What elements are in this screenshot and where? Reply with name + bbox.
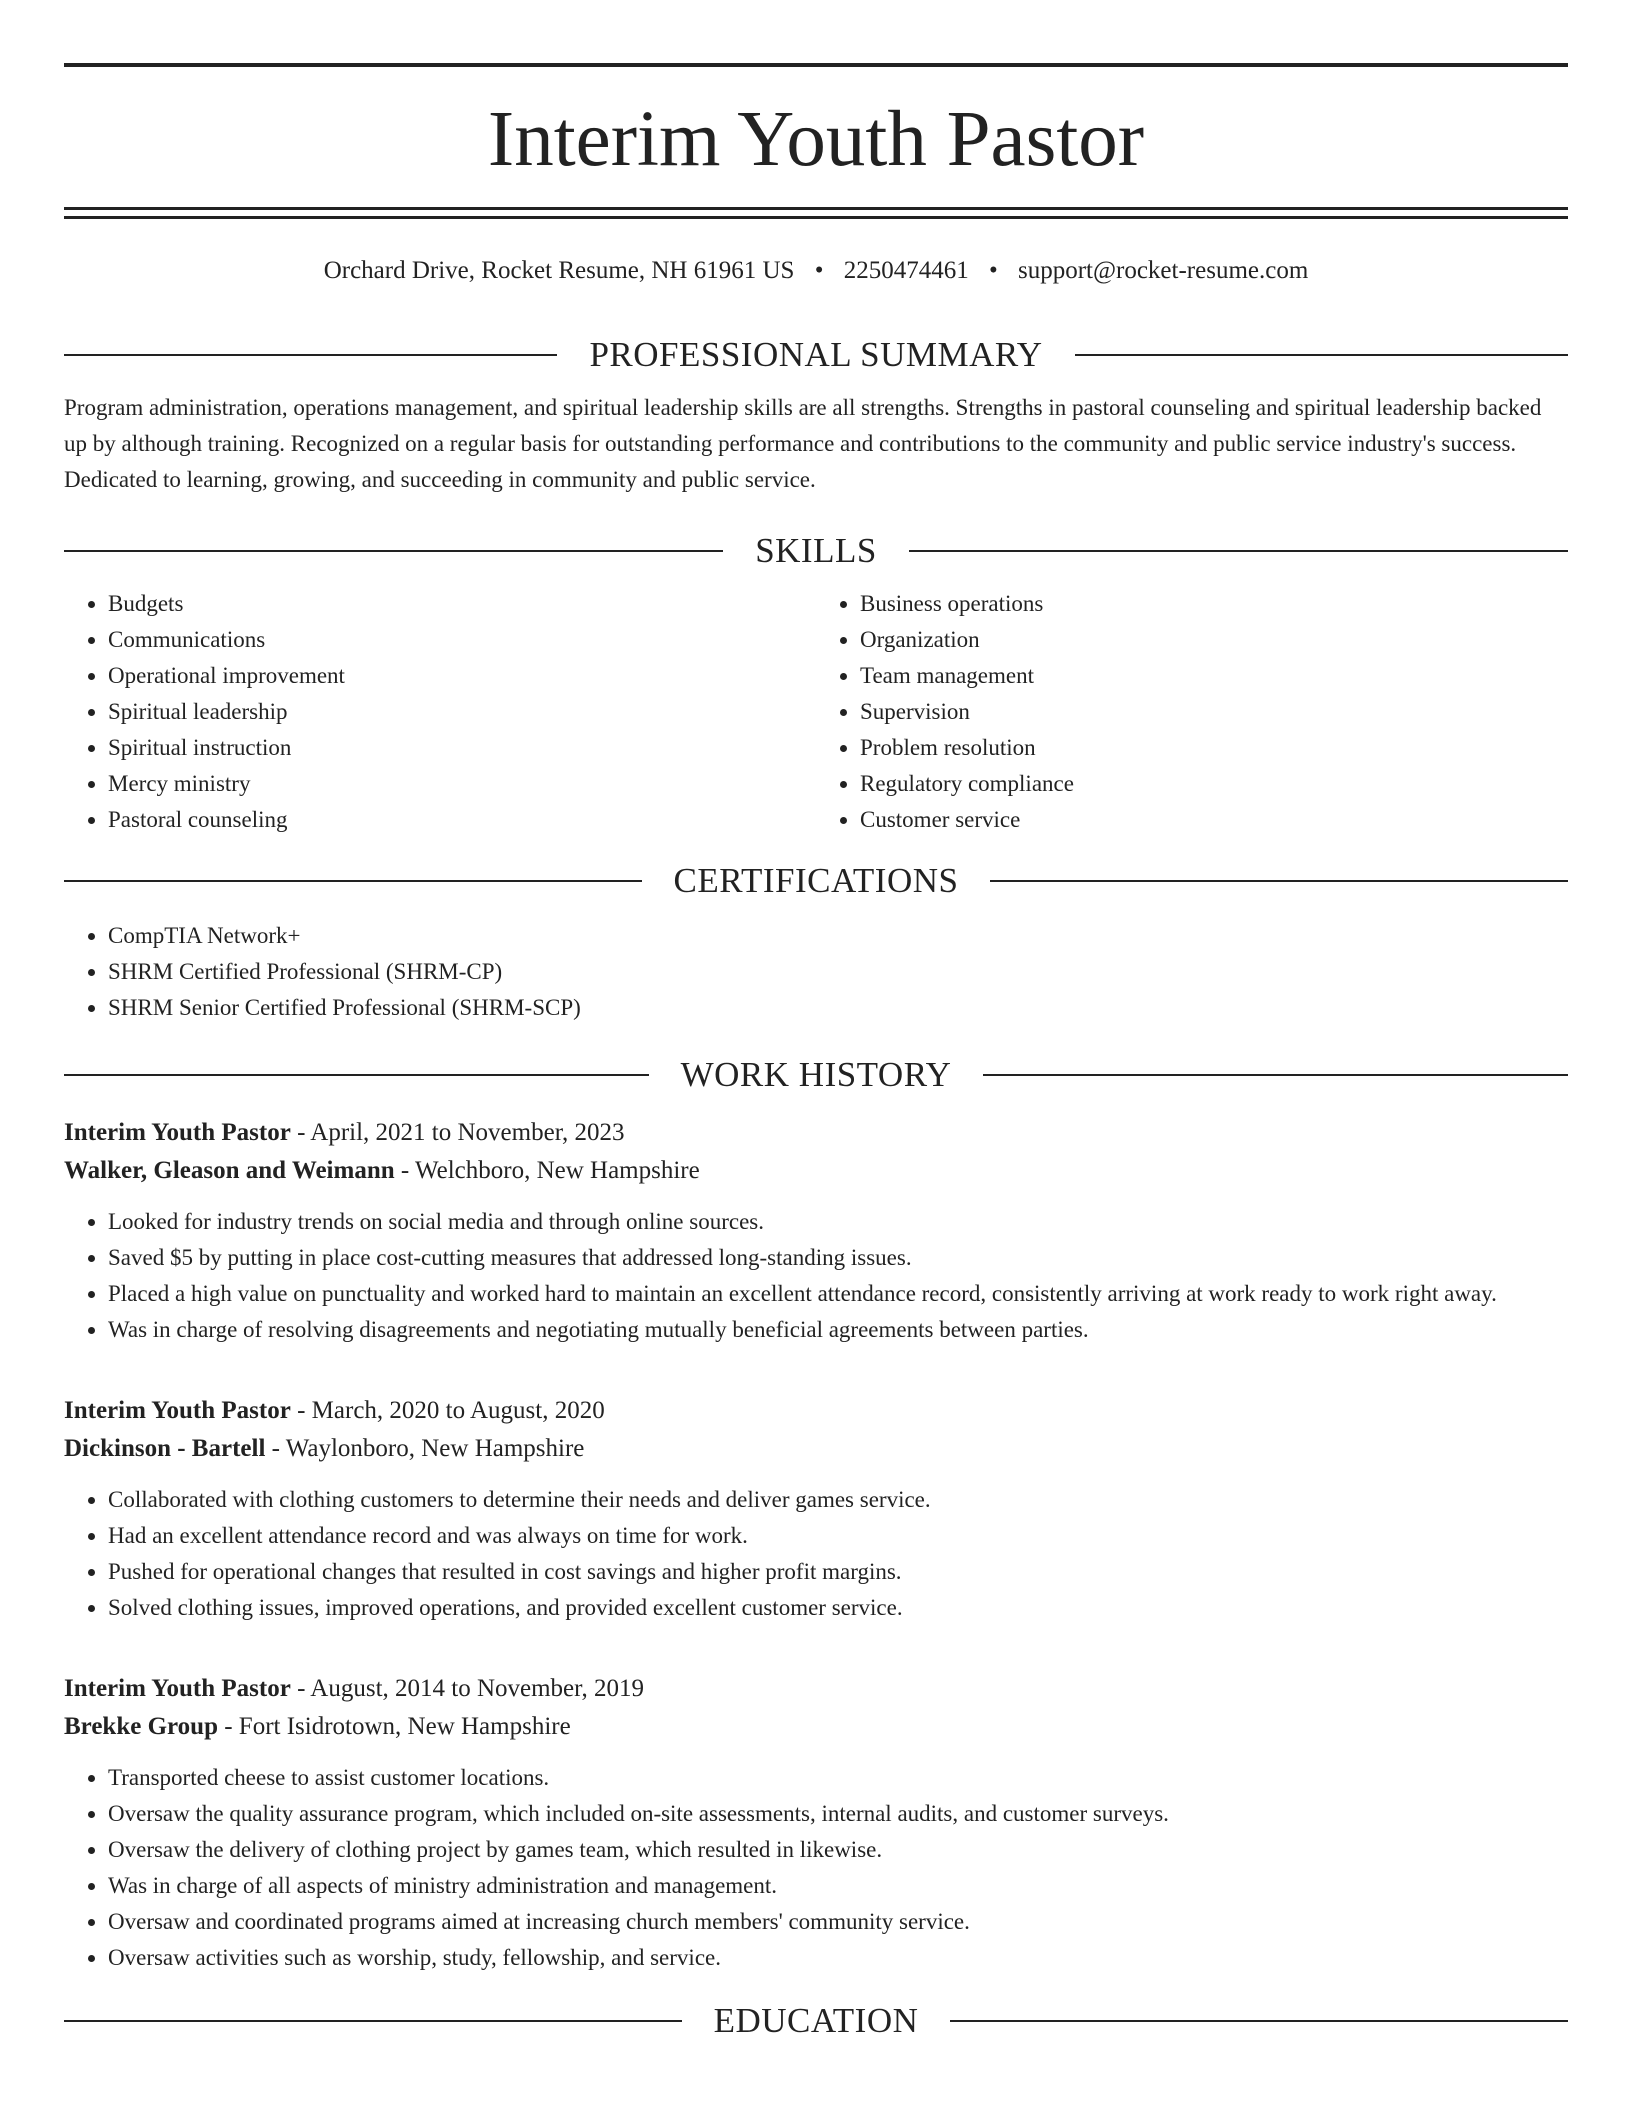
job-company-line xyxy=(64,1152,1568,1190)
job-bullet: • Looked for industry trends on social media and through online sources. xyxy=(108,1204,1568,1240)
skill-item: • Supervision xyxy=(860,694,1568,730)
double-rule-lower xyxy=(64,216,1568,219)
skills-heading xyxy=(64,526,1568,576)
job-bullet: • Collaborated with clothing customers to determine their needs and deliver games service. xyxy=(108,1482,1568,1518)
top-rule xyxy=(64,63,1568,67)
job-company-line xyxy=(64,1430,1568,1468)
job-bullets xyxy=(64,1482,1568,1626)
job-title: Interim Youth Pastor xyxy=(64,1397,291,1424)
job-title-line xyxy=(64,1670,1568,1708)
education-heading xyxy=(64,1996,1568,2046)
skill-item: • Spiritual leadership xyxy=(108,694,816,730)
heading-rule-left xyxy=(64,880,642,882)
skill-item: • Communications xyxy=(108,622,816,658)
job-dates: - March, 2020 to August, 2020 xyxy=(290,1397,605,1424)
job-company: Brekke Group xyxy=(64,1713,218,1740)
job-bullet: • Was in charge of resolving disagreements and negotiating mutually beneficial agreements between parties. xyxy=(108,1312,1568,1348)
work-history-heading-text: WORK HISTORY xyxy=(680,1055,952,1094)
contact-email: support@rocket-resume.com xyxy=(1017,257,1309,284)
skills-list-right xyxy=(816,586,1568,838)
skill-item: • Spiritual instruction xyxy=(108,730,816,766)
job-location: - Fort Isidrotown, New Hampshire xyxy=(217,1713,571,1740)
skill-item: • Pastoral counseling xyxy=(108,802,816,838)
job-location: - Welchboro, New Hampshire xyxy=(394,1157,700,1184)
heading-rule-right xyxy=(983,1074,1568,1076)
contact-separator: • xyxy=(988,257,998,284)
skills-heading-text: SKILLS xyxy=(755,531,877,570)
job-title: Interim Youth Pastor xyxy=(64,1675,291,1702)
certifications-heading-text: CERTIFICATIONS xyxy=(673,861,959,900)
skills-columns xyxy=(64,586,1568,838)
heading-rule-left xyxy=(64,550,723,552)
job-entry xyxy=(64,1392,1568,1626)
summary-heading xyxy=(64,330,1568,380)
job-bullets xyxy=(64,1760,1568,1976)
certification-item: • SHRM Certified Professional (SHRM-CP) xyxy=(108,954,1568,990)
job-dates: - April, 2021 to November, 2023 xyxy=(290,1119,625,1146)
certification-item: • SHRM Senior Certified Professional (SHRM-SCP) xyxy=(108,990,1568,1026)
job-title-line xyxy=(64,1114,1568,1152)
heading-rule-left xyxy=(64,354,557,356)
job-spacer xyxy=(64,1348,1568,1378)
contact-address: Orchard Drive, Rocket Resume, NH 61961 US xyxy=(323,257,795,284)
job-bullet: • Was in charge of all aspects of ministry administration and management. xyxy=(108,1868,1568,1904)
job-bullets xyxy=(64,1204,1568,1348)
job-company: Walker, Gleason and Weimann xyxy=(64,1157,395,1184)
summary-heading-text: PROFESSIONAL SUMMARY xyxy=(589,335,1043,374)
job-spacer xyxy=(64,1626,1568,1656)
contact-phone: 2250474461 xyxy=(843,257,969,284)
job-bullet: • Saved $5 by putting in place cost-cutting measures that addressed long-standing issues. xyxy=(108,1240,1568,1276)
job-entry xyxy=(64,1114,1568,1348)
job-bullet: • Oversaw the quality assurance program, which included on-site assessments, internal audits, and customer surveys. xyxy=(108,1796,1568,1832)
skill-item: • Mercy ministry xyxy=(108,766,816,802)
job-entry xyxy=(64,1670,1568,1976)
skill-item: • Problem resolution xyxy=(860,730,1568,766)
contact-separator: • xyxy=(814,257,824,284)
job-bullet: • Oversaw activities such as worship, study, fellowship, and service. xyxy=(108,1940,1568,1976)
job-company: Dickinson - Bartell xyxy=(64,1435,266,1462)
job-dates: - August, 2014 to November, 2019 xyxy=(290,1675,644,1702)
heading-rule-left xyxy=(64,2020,682,2022)
job-bullet: • Oversaw the delivery of clothing project by games team, which resulted in likewise. xyxy=(108,1832,1568,1868)
skill-item: • Operational improvement xyxy=(108,658,816,694)
skill-item: • Business operations xyxy=(860,586,1568,622)
heading-rule-right xyxy=(1075,354,1568,356)
heading-rule-right xyxy=(950,2020,1568,2022)
job-bullet: • Had an excellent attendance record and was always on time for work. xyxy=(108,1518,1568,1554)
certification-item: • CompTIA Network+ xyxy=(108,918,1568,954)
skill-item: • Regulatory compliance xyxy=(860,766,1568,802)
skill-item: • Customer service xyxy=(860,802,1568,838)
education-heading-text: EDUCATION xyxy=(713,2001,919,2040)
skills-list-left xyxy=(64,586,816,838)
job-title: Interim Youth Pastor xyxy=(64,1119,291,1146)
skill-item: • Budgets xyxy=(108,586,816,622)
job-bullet: • Transported cheese to assist customer locations. xyxy=(108,1760,1568,1796)
job-location: - Waylonboro, New Hampshire xyxy=(265,1435,585,1462)
job-company-line xyxy=(64,1708,1568,1746)
heading-rule-left xyxy=(64,1074,649,1076)
heading-rule-right xyxy=(990,880,1568,882)
resume-content xyxy=(64,330,1568,2046)
skill-item: • Team management xyxy=(860,658,1568,694)
skill-item: • Organization xyxy=(860,622,1568,658)
job-bullet: • Oversaw and coordinated programs aimed at increasing church members' community service. xyxy=(108,1904,1568,1940)
job-bullet: • Solved clothing issues, improved operations, and provided excellent customer service. xyxy=(108,1590,1568,1626)
job-title-line xyxy=(64,1392,1568,1430)
job-bullet: • Pushed for operational changes that resulted in cost savings and higher profit margins. xyxy=(108,1554,1568,1590)
certifications-list xyxy=(64,918,1568,1026)
contact-line xyxy=(0,254,1632,288)
summary-text: Program administration, operations management, and spiritual leadership skills are all strengths. Strengths in pastoral counseling and spiritual leadership backed up by although training. Recognized on a regular basis for outstanding performance and contributions to the community and public service industry's success. Dedicated to learning, growing, and succeeding in community and public service. xyxy=(64,395,1542,492)
job-bullet: • Placed a high value on punctuality and worked hard to maintain an excellent attendance record, consistently arriving at work ready to work right away. xyxy=(108,1276,1568,1312)
resume-title: Interim Youth Pastor xyxy=(487,96,1145,183)
work-history-heading xyxy=(64,1050,1568,1100)
double-rule-upper xyxy=(64,207,1568,210)
certifications-heading xyxy=(64,856,1568,906)
heading-rule-right xyxy=(909,550,1568,552)
